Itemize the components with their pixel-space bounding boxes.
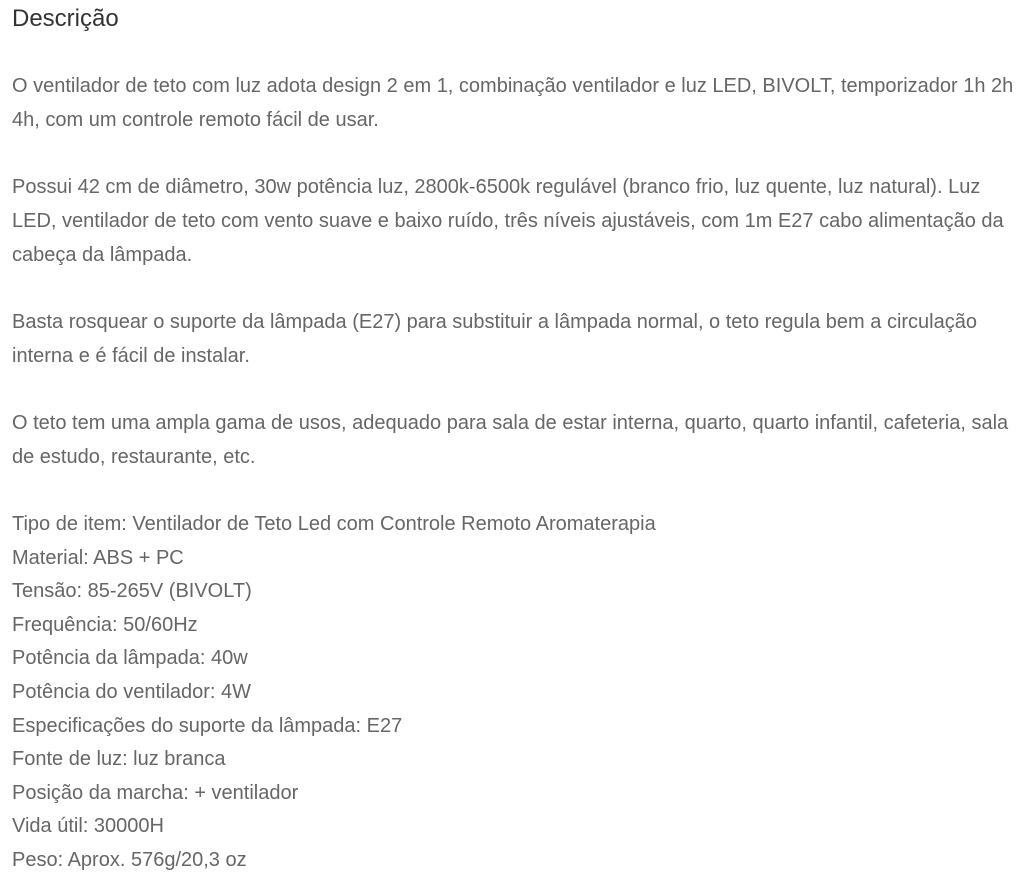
spec-item-lifespan: Vida útil: 30000H: [12, 815, 164, 838]
description-paragraph: Basta rosquear o suporte da lâmpada (E27) para substituir a lâmpada normal, o teto regula bem a circulação interna e é fácil de instalar.: [12, 310, 977, 367]
spec-item-voltage: Tensão: 85-265V (BIVOLT): [12, 580, 252, 603]
spec-item-gear-position: Posição da marcha: + ventilador: [12, 781, 299, 804]
spec-item-weight: Peso: Aprox. 576g/20,3 oz: [12, 849, 247, 872]
spec-item-light-source: Fonte de luz: luz branca: [12, 748, 226, 771]
description-body: [12, 70, 1018, 878]
spec-item-lamp-power: Potência da lâmpada: 40w: [12, 647, 248, 670]
spec-item-frequency: Frequência: 50/60Hz: [12, 613, 198, 636]
spec-item-material: Material: ABS + PC: [12, 546, 184, 569]
description-paragraph: Possui 42 cm de diâmetro, 30w potência luz, 2800k-6500k regulável (branco frio, luz quente, luz natural). Luz LED, ventilador de teto com vento suave e baixo ruído, três níveis ajustáveis, com 1m E27 cabo alimentação da cabeça da lâmpada.: [12, 176, 1004, 266]
spec-item-type: Tipo de item: Ventilador de Teto Led com Controle Remoto Aromaterapia: [12, 513, 656, 536]
description-paragraph: O teto tem uma ampla gama de usos, adequado para sala de estar interna, quarto, quarto infantil, cafeteria, sala de estudo, restaurante, etc.: [12, 411, 1009, 468]
spec-item-socket: Especificações do suporte da lâmpada: E27: [12, 714, 403, 737]
spec-list: [12, 508, 1018, 878]
section-title: Descrição: [12, 5, 119, 32]
description-paragraph: O ventilador de teto com luz adota design 2 em 1, combinação ventilador e luz LED, BIVOLT, temporizador 1h 2h 4h, com um controle remoto fácil de usar.: [12, 75, 1014, 131]
spec-item-fan-power: Potência do ventilador: 4W: [12, 681, 252, 704]
